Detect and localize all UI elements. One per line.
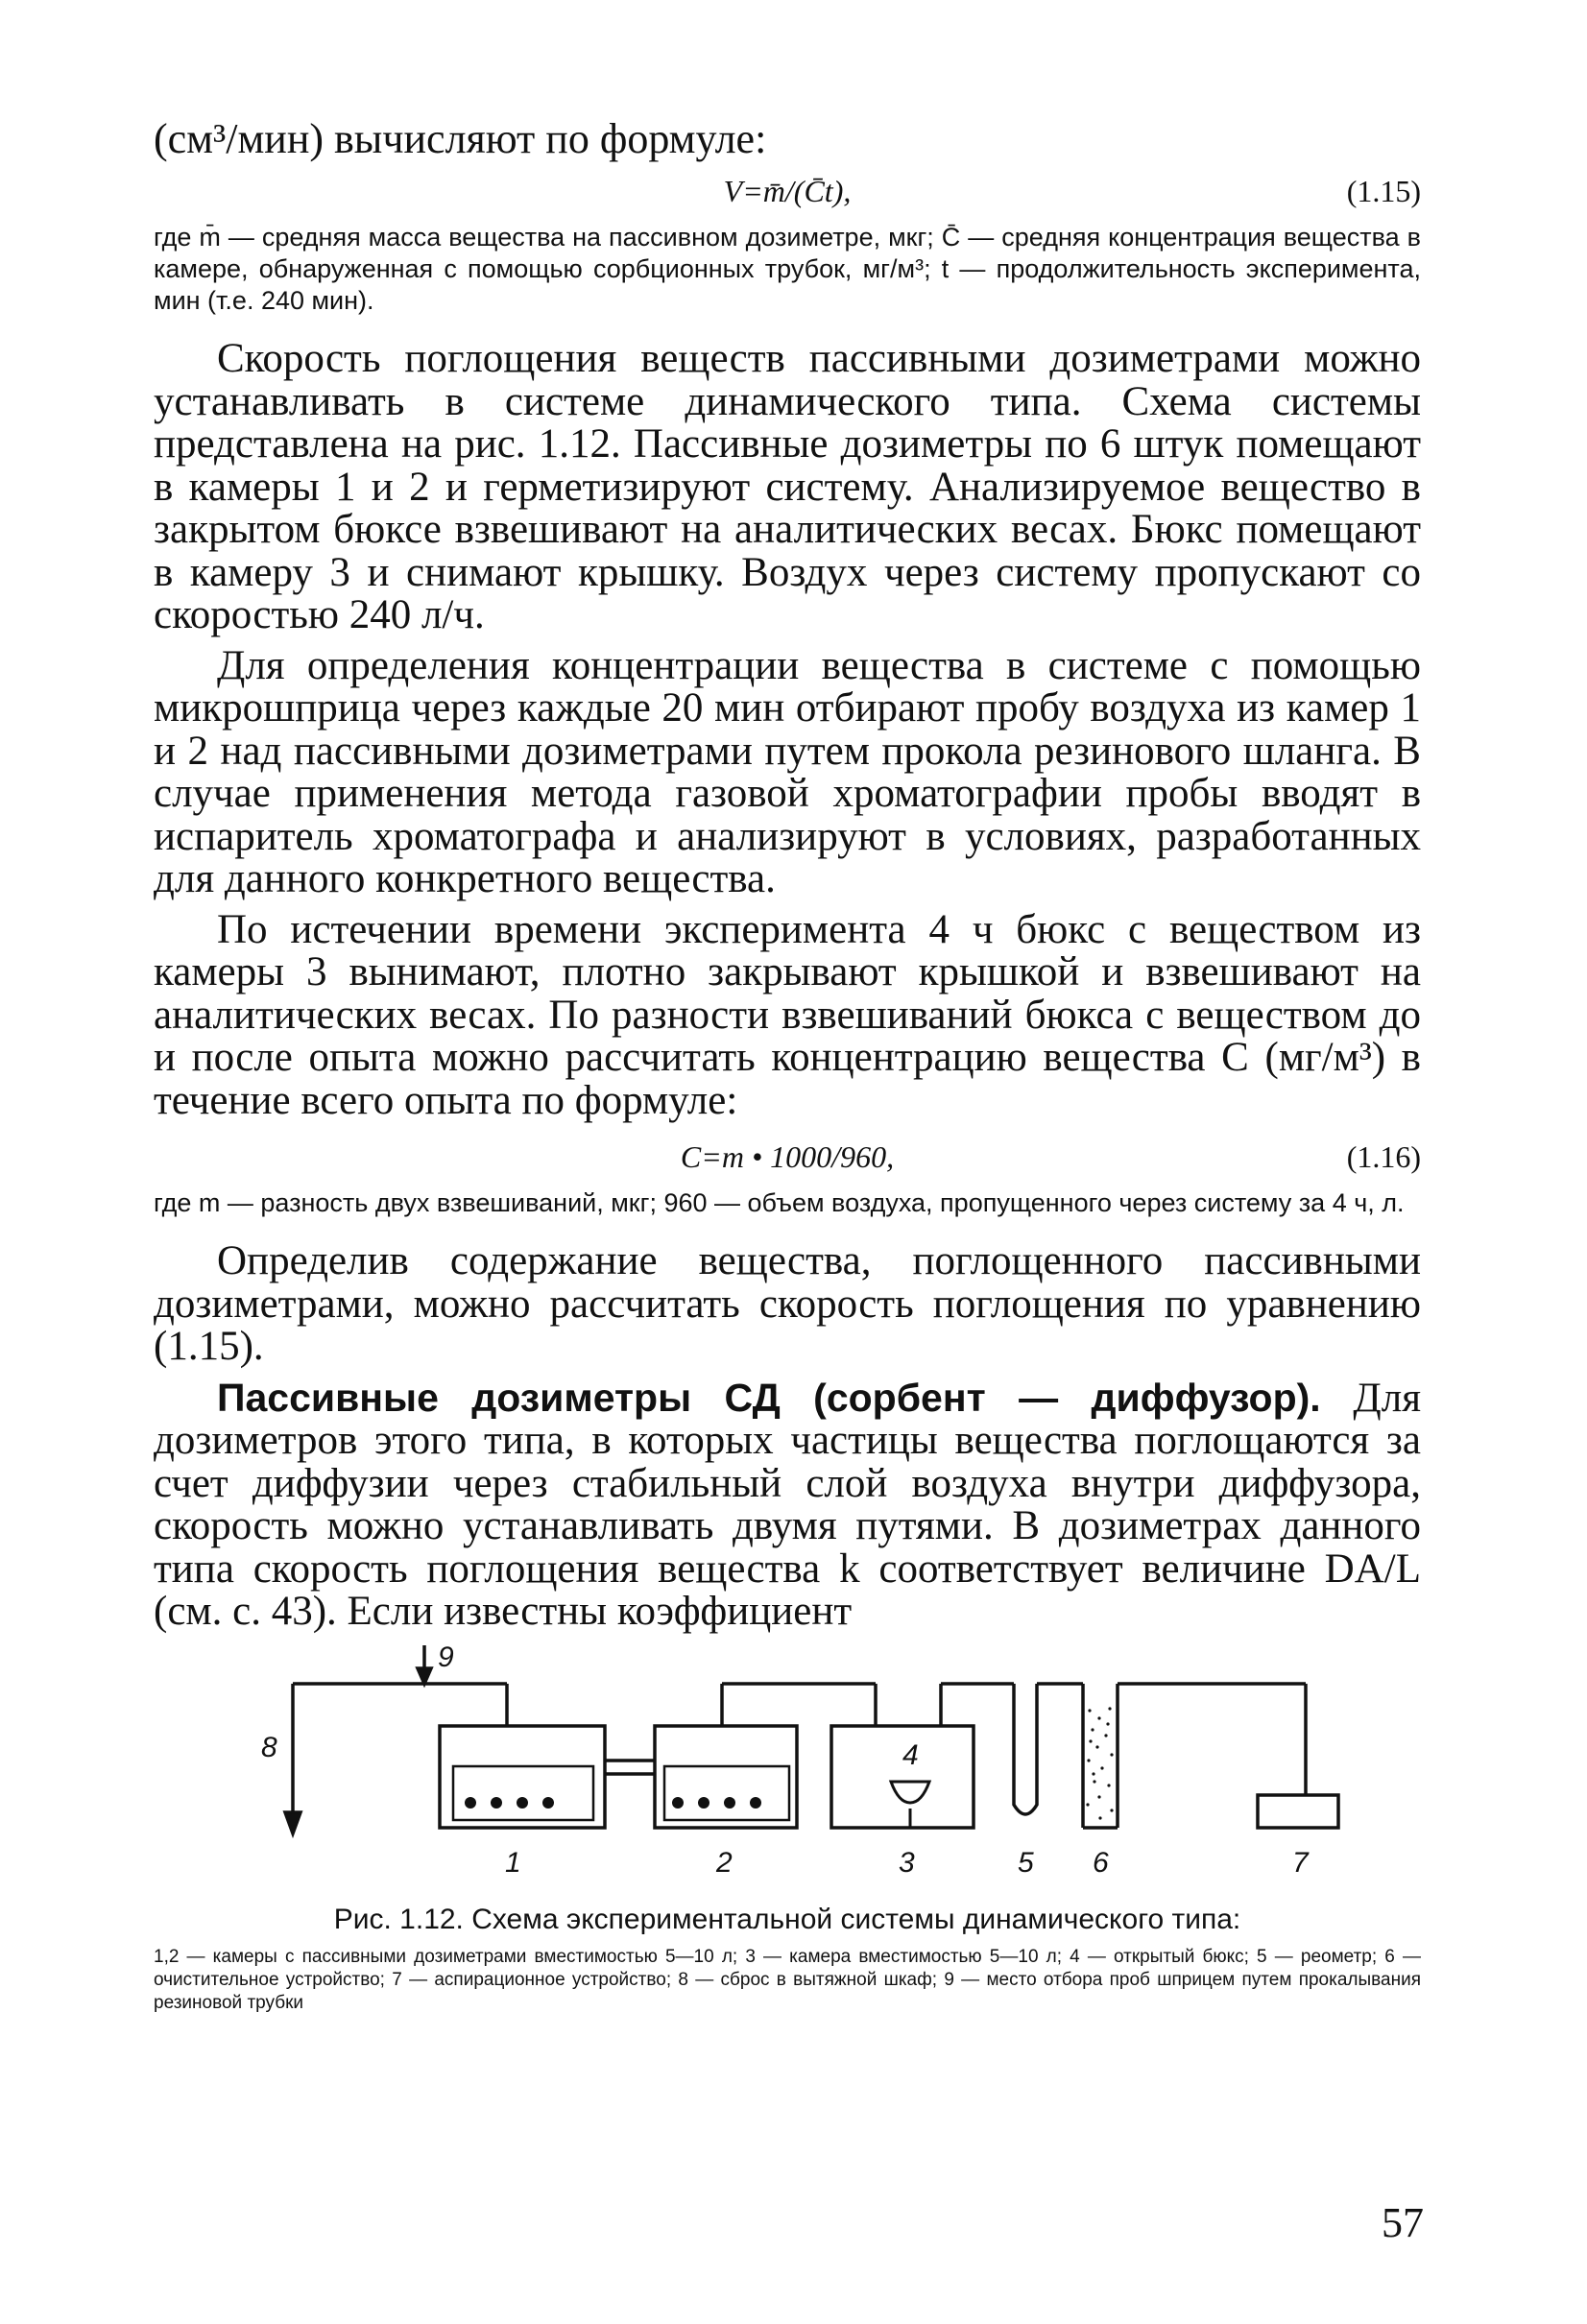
paragraph-sd-dosimeters bbox=[154, 1377, 1421, 1634]
label-4: 4 bbox=[902, 1738, 919, 1771]
paragraph-rate-calc: Определив содержание вещества, поглощенного пассивными дозиметрами, можно рассчитать скорость поглощения по уравнению (1.15). bbox=[154, 1238, 1421, 1369]
label-9: 9 bbox=[438, 1641, 454, 1673]
sd-heading: Пассивные дозиметры СД (сорбент — диффузор). bbox=[217, 1375, 1321, 1420]
formula-1-15 bbox=[154, 164, 1421, 222]
sd-text: Для дозиметров этого типа, в которых частицы вещества поглощаются за счет диффузии через стабильный слой воздуха внутри диффузора, скорость можно устанавливать двумя путями. В дозиметрах данного типа скорость поглощения вещества k соответствует величине DA/L (см. с. 43). Если известны коэффициент bbox=[154, 1375, 1421, 1634]
page-number: 57 bbox=[1382, 2199, 1424, 2246]
paragraph-sampling: Для определения концентрации вещества в системе с помощью микрошприца через каждые 20 мин отбирают пробу воздуха из камер 1 и 2 над пассивными дозиметрами путем прокола резинового шланга. В случае применения метода газовой хроматографии пробы вводят в испаритель хроматографа и анализируют в условиях, разработанных для данного конкретного вещества. bbox=[154, 642, 1421, 901]
formula-1-16 bbox=[154, 1130, 1421, 1187]
label-5: 5 bbox=[1018, 1846, 1034, 1879]
formula-1-15-number: (1.15) bbox=[1346, 174, 1421, 208]
label-7: 7 bbox=[1292, 1846, 1309, 1879]
figure-legend: 1,2 — камеры с пассивными дозиметрами вместимостью 5—10 л; 3 — камера вместимостью 5—10 л; 4 — открытый бюкс; 5 — реометр; 6 — очистительное устройство; 7 — аспирационное устройство; 8 — сброс в вытяжной шкаф; 9 — место отбора проб шприцем путем прокалывания резиновой трубки bbox=[154, 1946, 1421, 2013]
page-content bbox=[154, 113, 1421, 2015]
label-1: 1 bbox=[505, 1846, 521, 1879]
formula-1-16-note: где m — разность двух взвешиваний, мкг; 960 — объем воздуха, пропущенного через систему за 4 ч, л. bbox=[154, 1188, 1405, 1217]
label-2: 2 bbox=[716, 1846, 733, 1879]
schematic-diagram bbox=[154, 1641, 1421, 1891]
figure-1-12 bbox=[154, 1641, 1421, 2015]
formula-1-16-expr: C=m • 1000/960, bbox=[680, 1139, 895, 1174]
formula-1-16-number: (1.16) bbox=[1346, 1139, 1421, 1174]
paragraph-weighing: По истечении времени эксперимента 4 ч бюкс с веществом из камеры 3 вынимают, плотно закрывают крышкой и взвешивают на аналитических весах. По разности взвешиваний бюкса с веществом до и после опыта можно рассчитать концентрацию вещества C (мг/м³) в течение всего опыта по формуле: bbox=[154, 906, 1421, 1123]
formula-1-15-note: где m̄ — средняя масса вещества на пассивном дозиметре, мкг; C̄ — средняя концентрация вещества в камере, обнаруженная с помощью сорбционных трубок, мг/м³; t — продолжительность эксперимента, мин (т.е. 240 мин). bbox=[154, 223, 1421, 315]
formula-1-15-expr: V=m̄/(C̄t), bbox=[723, 174, 852, 208]
label-3: 3 bbox=[899, 1846, 915, 1879]
label-6: 6 bbox=[1093, 1846, 1109, 1879]
figure-caption: Рис. 1.12. Схема экспериментальной системы динамического типа: bbox=[333, 1903, 1241, 1935]
paragraph-system-setup: Скорость поглощения веществ пассивными дозиметрами можно устанавливать в системе динамического типа. Схема системы представлена на рис. 1.12. Пассивные дозиметры по 6 штук помещают в камеры 1 и 2 и герметизируют систему. Анализируемое вещество в закрытом бюксе взвешивают на аналитических весах. Бюкс помещают в камеру 3 и снимают крышку. Воздух через систему пропускают со скоростью 240 л/ч. bbox=[154, 336, 1421, 637]
intro-line: (см³/мин) вычисляют по формуле: bbox=[154, 115, 767, 162]
label-8: 8 bbox=[261, 1731, 277, 1763]
